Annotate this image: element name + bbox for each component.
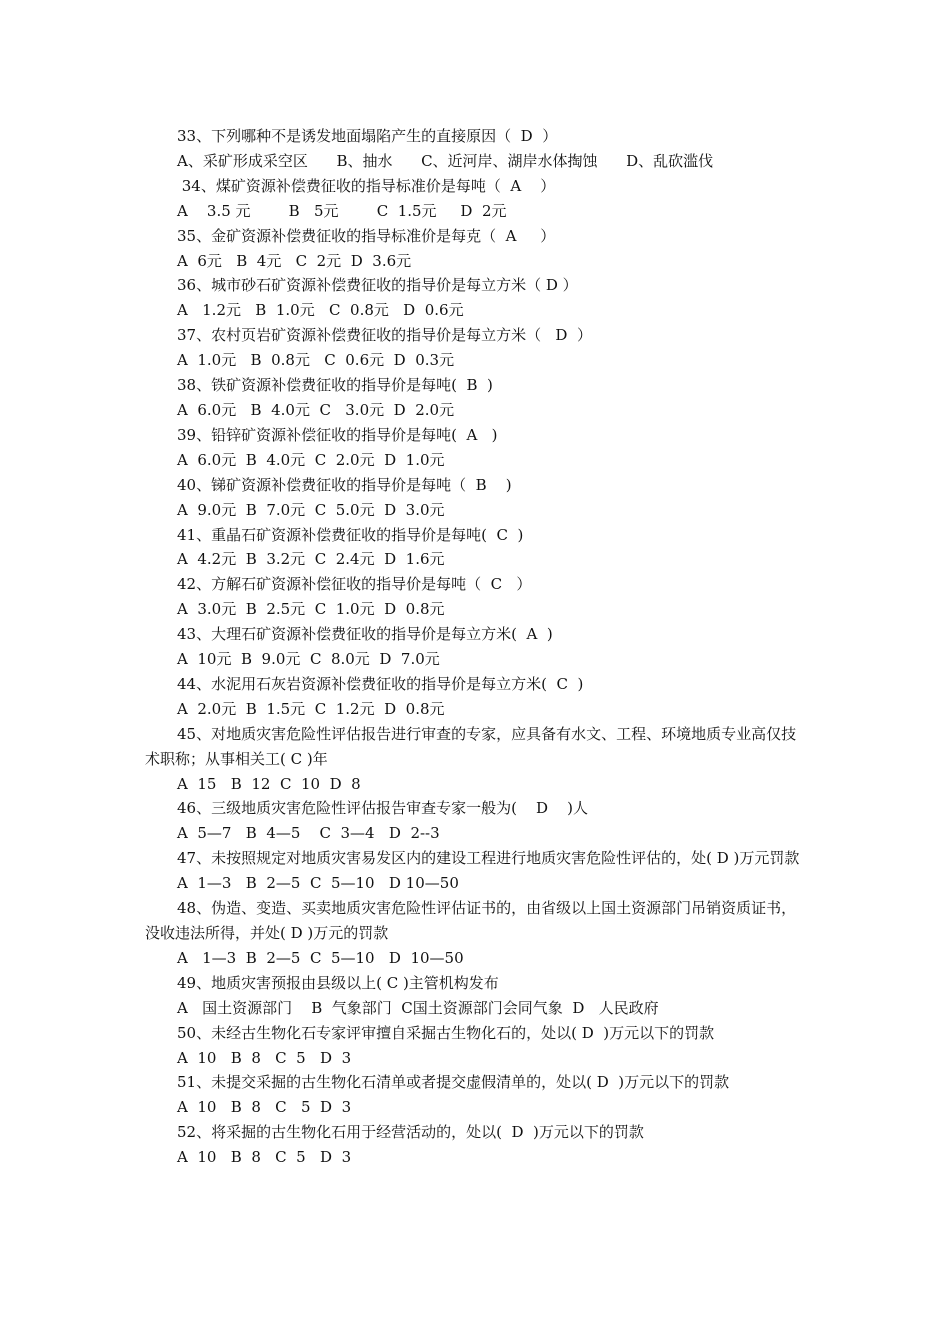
question-41: 41、重晶石矿资源补偿费征收的指导价是每吨( C ) <box>177 525 524 544</box>
options-37: A 1.0元 B 0.8元 C 0.6元 D 0.3元 <box>177 351 455 370</box>
options-39: A 6.0元 B 4.0元 C 2.0元 D 1.0元 <box>177 450 445 469</box>
options-47: A 1—3 B 2—5 C 5—10 D 10—50 <box>177 874 459 893</box>
options-41: A 4.2元 B 3.2元 C 2.4元 D 1.6元 <box>177 550 445 569</box>
options-35: A 6元 B 4元 C 2元 D 3.6元 <box>177 251 412 270</box>
question-48: 48、伪造、变造、买卖地质灾害危险性评估证书的，由省级以上国土资源部门吊销资质证书，没收违法所得，并处( D )万元的罚款 <box>145 899 797 942</box>
options-43: A 10元 B 9.0元 C 8.0元 D 7.0元 <box>177 650 440 669</box>
options-38: A 6.0元 B 4.0元 C 3.0元 D 2.0元 <box>177 400 455 419</box>
question-45: 45、对地质灾害危险性评估报告进行审查的专家，应具备有水文、工程、环境地质专业高仅技术职称；从事相关工( C )年 <box>145 724 797 768</box>
question-40: 40、锑矿资源补偿费征收的指导价是每吨（ B ) <box>177 475 512 494</box>
options-33: A、采矿形成采空区 B、抽水 C、近河岸、湖岸水体掏蚀 D、乱砍滥伐 <box>177 151 714 170</box>
options-46: A 5—7 B 4—5 C 3—4 D 2--3 <box>177 824 440 843</box>
question-51: 51、未提交采掘的古生物化石清单或者提交虚假清单的，处以( D )万元以下的罚款 <box>177 1073 730 1092</box>
options-45: A 15 B 12 C 10 D 8 <box>177 774 361 793</box>
question-37: 37、农村页岩矿资源补偿费征收的指导价是每立方米（ D ） <box>177 326 592 345</box>
question-43: 43、大理石矿资源补偿费征收的指导价是每立方米( A ) <box>177 625 553 644</box>
question-49: 49、地质灾害预报由县级以上( C )主管机构发布 <box>177 973 499 992</box>
question-35: 35、金矿资源补偿费征收的指导标准价是每克（ A ） <box>177 226 556 245</box>
options-48: A 1—3 B 2—5 C 5—10 D 10—50 <box>177 948 464 967</box>
options-42: A 3.0元 B 2.5元 C 1.0元 D 0.8元 <box>177 600 445 619</box>
options-51: A 10 B 8 C 5 D 3 <box>177 1098 352 1117</box>
options-49: A 国土资源部门 B 气象部门 C国土资源部门会同气象 D 人民政府 <box>177 998 659 1017</box>
question-list <box>145 124 805 1170</box>
options-34: A 3.5 元 B 5元 C 1.5元 D 2元 <box>177 201 507 220</box>
question-50: 50、未经古生物化石专家评审擅自采掘古生物化石的，处以( D )万元以下的罚款 <box>177 1023 715 1042</box>
question-36: 36、城市砂石矿资源补偿费征收的指导价是每立方米（ D ） <box>177 276 578 295</box>
options-40: A 9.0元 B 7.0元 C 5.0元 D 3.0元 <box>177 500 445 519</box>
question-38: 38、铁矿资源补偿费征收的指导价是每吨( B ) <box>177 376 493 395</box>
options-50: A 10 B 8 C 5 D 3 <box>177 1048 352 1067</box>
question-52: 52、将采掘的古生物化石用于经营活动的，处以( D )万元以下的罚款 <box>177 1123 644 1142</box>
question-46: 46、三级地质灾害危险性评估报告审查专家一般为( D )人 <box>177 799 588 818</box>
question-39: 39、铅锌矿资源补偿征收的指导价是每吨( A ) <box>177 425 498 444</box>
options-52: A 10 B 8 C 5 D 3 <box>177 1148 352 1167</box>
question-44: 44、水泥用石灰岩资源补偿费征收的指导价是每立方米( C ) <box>177 674 584 693</box>
question-47: 47、未按照规定对地质灾害易发区内的建设工程进行地质灾害危险性评估的，处( D )万元罚款 <box>177 849 800 868</box>
question-42: 42、方解石矿资源补偿征收的指导价是每吨（ C ） <box>177 575 532 594</box>
question-33: 33、下列哪种不是诱发地面塌陷产生的直接原因（ D ） <box>177 127 558 145</box>
options-36: A 1.2元 B 1.0元 C 0.8元 D 0.6元 <box>177 301 464 320</box>
options-44: A 2.0元 B 1.5元 C 1.2元 D 0.8元 <box>177 699 445 718</box>
question-34: 34、煤矿资源补偿费征收的指导标准价是每吨（ A ） <box>177 176 556 195</box>
